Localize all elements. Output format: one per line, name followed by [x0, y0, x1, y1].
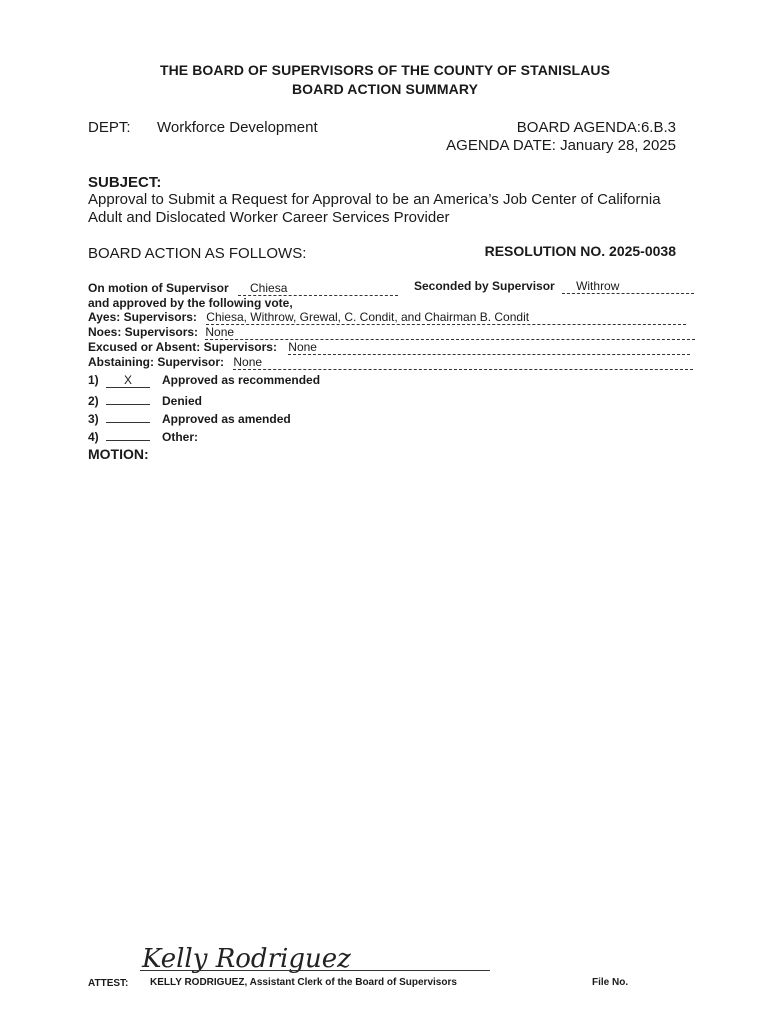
excused-label: Excused or Absent: Supervisors:: [88, 340, 277, 354]
ayes-row: [88, 310, 686, 325]
attest-text: KELLY RODRIGUEZ, Assistant Clerk of the Board of Supervisors: [150, 977, 457, 988]
agenda-date: AGENDA DATE: January 28, 2025: [446, 137, 676, 154]
option-2: [88, 391, 202, 408]
abstaining-row: [88, 355, 693, 370]
noes-row: [88, 325, 695, 340]
resolution-number: RESOLUTION NO. 2025-0038: [484, 243, 676, 259]
document-title: THE BOARD OF SUPERVISORS OF THE COUNTY OF STANISLAUS: [159, 62, 611, 78]
subject-line-1: Approval to Submit a Request for Approval to be an America’s Job Center of California: [88, 191, 661, 208]
board-action-label: BOARD ACTION AS FOLLOWS:: [88, 245, 307, 262]
dept-label: DEPT:: [88, 119, 131, 136]
option-label: Approved as amended: [162, 412, 291, 426]
approved-line: and approved by the following vote,: [88, 296, 293, 310]
option-mark: [106, 391, 150, 405]
option-number: 4): [88, 430, 99, 444]
option-label: Approved as recommended: [162, 373, 321, 387]
option-label: Denied: [162, 394, 203, 408]
noes-label: Noes: Supervisors:: [88, 325, 199, 339]
motion-label: On motion of Supervisor: [88, 281, 229, 295]
ayes-value: Chiesa, Withrow, Grewal, C. Condit, and Chairman B. Condit: [206, 310, 530, 324]
option-4: [88, 427, 198, 444]
motion-value: Chiesa: [250, 281, 288, 295]
signature-line: [140, 970, 490, 971]
seconded-label: Seconded by Supervisor: [414, 279, 555, 293]
abstaining-label: Abstaining: Supervisor:: [88, 355, 225, 369]
dept-value: Workforce Development: [157, 119, 318, 136]
option-number: 3): [88, 412, 99, 426]
excused-row: [88, 340, 690, 355]
subject-label: SUBJECT:: [88, 174, 162, 191]
option-1: [88, 373, 320, 388]
noes-value: None: [205, 325, 235, 339]
attest-label: ATTEST:: [88, 978, 129, 989]
option-3: [88, 409, 291, 426]
abstaining-value: None: [233, 355, 263, 369]
option-mark: [106, 427, 150, 441]
signature: Kelly Rodriguez: [142, 944, 351, 974]
seconded-value: Withrow: [576, 279, 620, 293]
subject-line-2: Adult and Dislocated Worker Career Services Provider: [88, 209, 450, 226]
motion-heading: MOTION:: [88, 446, 149, 462]
excused-value: None: [288, 340, 317, 354]
seconded-row: [414, 279, 694, 294]
option-number: 1): [88, 373, 99, 387]
ayes-label: Ayes: Supervisors:: [88, 310, 197, 324]
option-mark: [106, 409, 150, 423]
option-number: 2): [88, 394, 99, 408]
option-label: Other:: [162, 430, 198, 444]
document-subtitle: BOARD ACTION SUMMARY: [291, 81, 479, 97]
board-agenda: BOARD AGENDA:6.B.3: [516, 119, 676, 136]
file-number-label: File No.: [592, 977, 629, 988]
option-mark: X: [106, 373, 150, 388]
motion-row: [88, 281, 398, 296]
